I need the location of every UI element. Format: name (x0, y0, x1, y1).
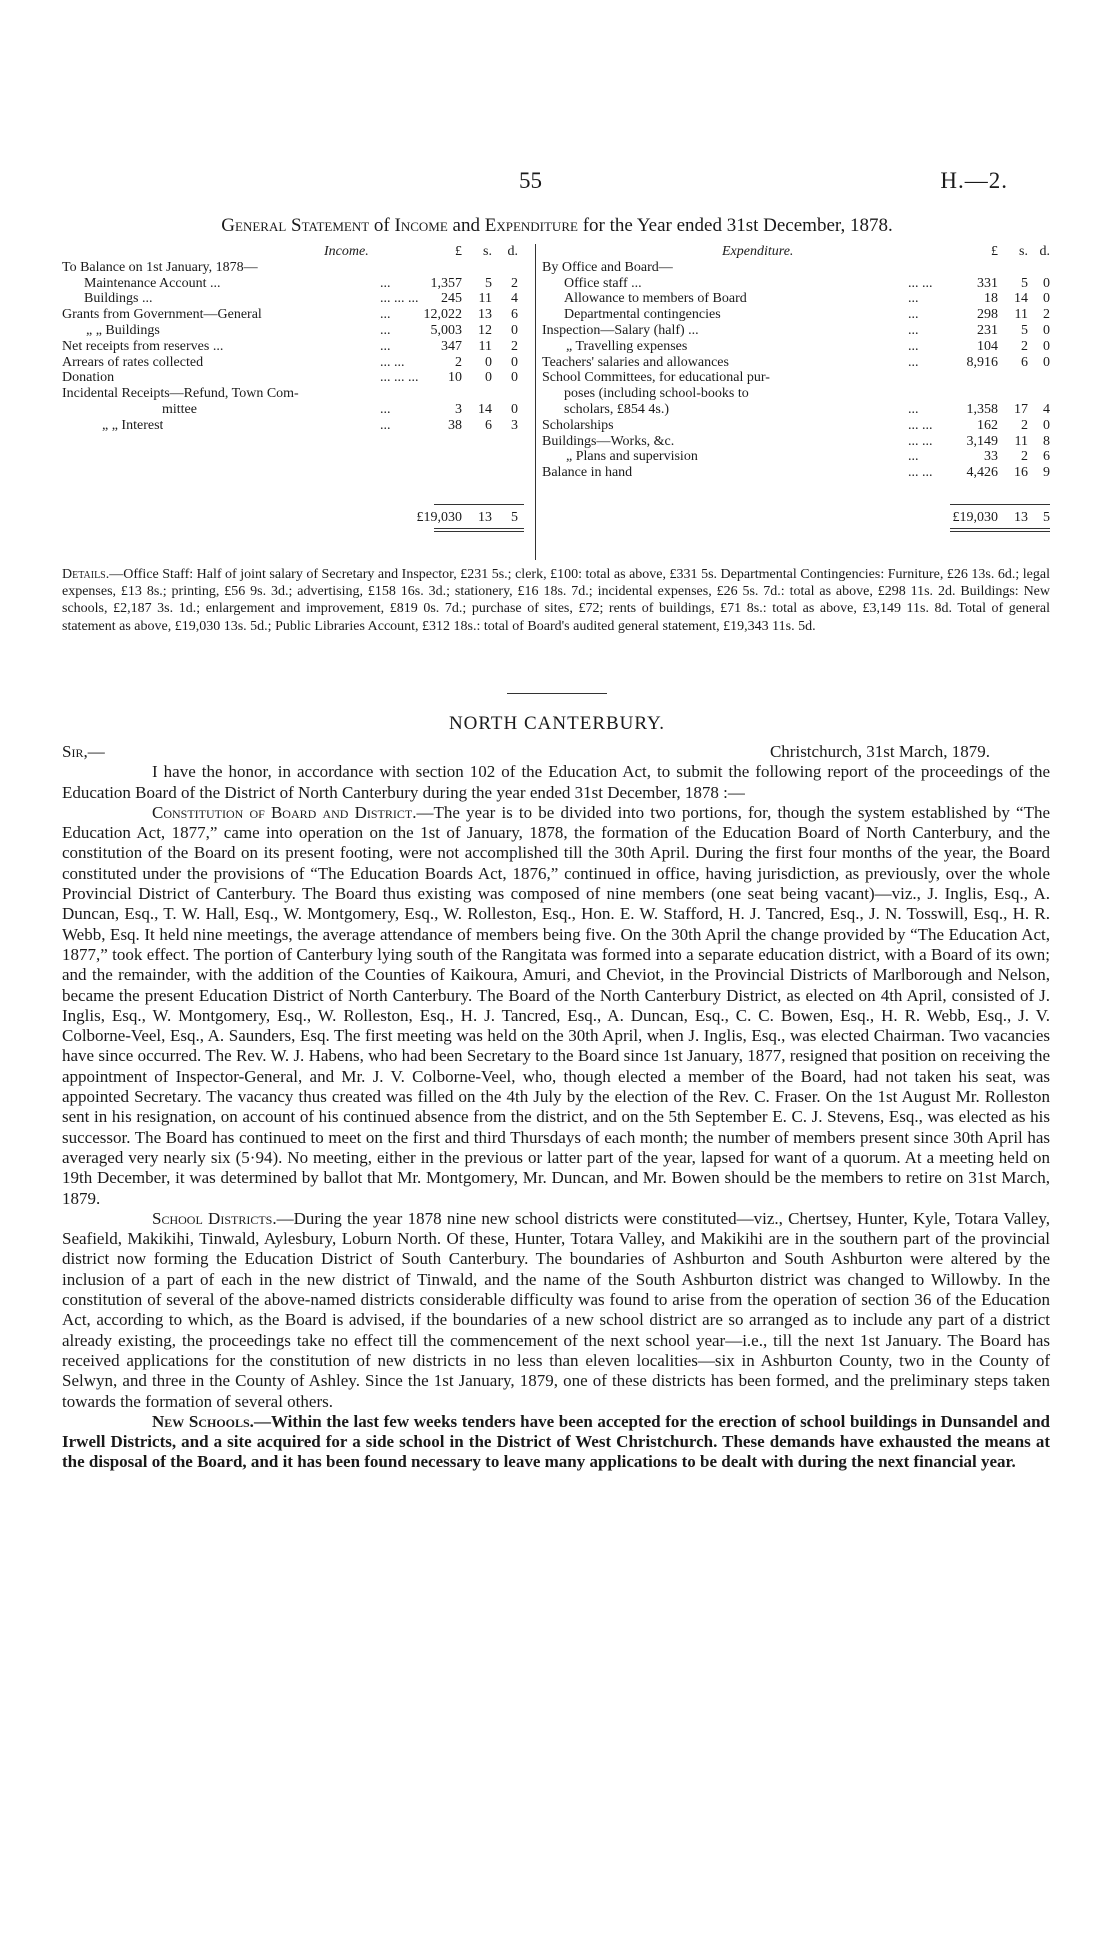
amount-pounds: 12,022 (423, 307, 462, 323)
amount-pence: 0 (511, 322, 518, 338)
total-shillings: 13 (478, 510, 492, 525)
table-row (542, 434, 1050, 450)
constitution-text: —The year is to be divided into two portions, for, though the system established by “The Education Act, 1877,” came into operation on the 1st of January, 1878, the formation of the Education Board of North Canterbury, and the constitution of the Board on its present footing, were not accomplished till the 30th April. During the first four months of the year, the Board constituted under the provisions of “The Education Boards Act, 1876,” continued in office, having jurisdiction, as previously, over the whole Provincial District of Canterbury. The Board thus existing was composed of nine members (one seat being vacant)—viz., J. Inglis, Esq., A. Duncan, Esq., T. W. Hall, Esq., W. Montgomery, Esq., W. Rolleston, Esq., Hon. E. W. Stafford, H. J. Tancred, Esq., J. N. Tosswill, Esq., H. R. Webb, Esq. It held nine meetings, the average attendance of members being five. On the 30th April the change provided by “The Education Act, 1877,” took effect. The portion of Canterbury lying south of the Rangitata was formed into a separate education district, with a Board of its own; and the remainder, with the addition of the Counties of Kaikoura, Amuri, and Cheviot, in the Provincial Districts of Marlborough and Nelson, became the present Education District of North Canterbury. The Board of the North Canterbury District, as elected on 4th April, consisted of J. Inglis, Esq., W. Montgomery, Esq., W. Rolleston, Esq., H. J. Tancred, Esq., A. Duncan, Esq., C. C. Bowen, Esq., H. R. Webb, Esq., J. V. Colborne-Veel, Esq., A. Saunders, Esq. The first meeting was held on the 30th April, when J. Inglis, Esq., was elected Chairman. Two vacancies have since occurred. The Rev. W. J. Habens, who had been Secretary to the Board since 1st January, 1877, resigned that position on receiving the appointment of Inspector-General, and Mr. J. V. Colborne-Veel, who, though elected a member of the Board, had not taken his seat, was appointed Secretary. The vacancy thus created was filled on the 4th July by the election of the Rev. C. Fraser. On the 1st August Mr. Rolleston sent in his resignation, on account of his continued absence from the district, and on the 5th September E. C. J. Stevens, Esq., was elected as his successor. The Board has continued to meet on the first and third Thursdays of each month; the number of members present since 30th April has averaged very nearly six (5·94). No meeting, either in the previous or latter part of the year, lapsed for want of a quorum. At a meeting held on 19th December, it was determined by ballot that Mr. Montgomery, Mr. Duncan, and Mr. Bowen should be the members to retire on 31st March, 1879. (62, 802, 1050, 1208)
amount-pence: 2 (511, 275, 518, 291)
amount-pounds: 5,003 (430, 322, 462, 338)
salutation-line (62, 742, 1050, 762)
section-separator (507, 693, 607, 694)
table-row (542, 355, 1050, 371)
amount-shillings: 5 (1021, 275, 1028, 291)
details-note (62, 566, 1050, 635)
leader-dots: ... (380, 275, 391, 291)
amount-shillings: 17 (1014, 401, 1028, 417)
amount-shillings: 11 (1014, 433, 1028, 449)
leader-dots: ... (908, 449, 919, 465)
leader-dots: ... (908, 307, 919, 323)
amount-pounds: 347 (441, 338, 462, 354)
table-row (542, 370, 1050, 386)
page-number: 55 (519, 168, 542, 193)
amount-shillings: 14 (1014, 291, 1028, 307)
leader-dots: ... (908, 401, 919, 417)
row-label: Departmental contingencies (564, 307, 721, 323)
amount-shillings: 14 (478, 401, 492, 417)
amount-pence: 2 (1043, 307, 1050, 323)
table-row (542, 323, 1050, 339)
income-expenditure-table (62, 244, 1050, 560)
col-pounds-header: £ (991, 244, 998, 259)
table-row (542, 260, 1050, 276)
leader-dots: ... ... (908, 465, 933, 481)
leader-dots: ... (380, 322, 391, 338)
amount-shillings: 6 (485, 417, 492, 433)
amount-pounds: 231 (977, 322, 998, 338)
report-body (62, 742, 1050, 1473)
statement-title (65, 215, 1049, 237)
districts-text: —During the year 1878 nine new school districts were constituted—viz., Chertsey, Hunter, Kyle, Totara Valley, Seafield, Makikihi, Tinwald, Aylesbury, Loburn North. Of these, Hunter, Totara Valley, and Makikihi are in the southern part of the provincial district now forming the Education District of South Canterbury. The boundaries of Ashburton and South Ashburton were altered by the inclusion of a part of each in the new district of Tinwald, and the name of the South Ashburton district was changed to Willowby. In the constitution of several of the above-named districts considerable difficulty was found to arise from the operation of section 36 of the Education Act, according to which, as the Board is advised, if the boundaries of a new school district are so arranged as to include any part of a district already existing, the proceedings take no effect till the commencement of the next school year—i.e., till the next 1st January. The Board has received applications for the constitution of new districts in no less than eleven localities—six in Ashburton County, two in the County of Selwyn, and three in the County of Ashley. Since the 1st January, 1879, one of these districts has been formed, and the preliminary steps taken towards the formation of several others. (62, 1208, 1050, 1411)
expenditure-heading: Expenditure. (722, 244, 794, 259)
amount-pence: 0 (1043, 338, 1050, 354)
amount-pounds: 331 (977, 275, 998, 291)
amount-pence: 2 (511, 338, 518, 354)
amount-pounds: 4,426 (966, 465, 998, 481)
amount-shillings: 16 (1014, 465, 1028, 481)
table-row (62, 323, 534, 339)
table-row (62, 386, 534, 402)
col-shillings-header: s. (483, 244, 492, 259)
amount-pence: 0 (1043, 417, 1050, 433)
amount-pounds: 18 (984, 291, 998, 307)
col-pence-header: d. (1039, 244, 1050, 259)
row-label: Buildings—Works, &c. (542, 433, 675, 449)
amount-shillings: 5 (485, 275, 492, 291)
report-title: NORTH CANTERBURY. (448, 713, 666, 734)
leader-dots: ... ... (908, 417, 933, 433)
amount-pounds: 10 (448, 370, 462, 386)
row-label: Incidental Receipts—Refund, Town Com- (62, 386, 299, 402)
table-row (542, 276, 1050, 292)
amount-pence: 0 (511, 354, 518, 370)
table-row (62, 276, 534, 292)
constitution-heading: Constitution of Board and District. (152, 802, 417, 822)
total-shillings: 13 (1014, 510, 1028, 525)
amount-pence: 4 (1043, 401, 1050, 417)
row-label: Maintenance Account ... (84, 275, 221, 291)
table-row (542, 339, 1050, 355)
leader-dots: ... (380, 338, 391, 354)
amount-pounds: 162 (977, 417, 998, 433)
amount-shillings: 6 (1021, 354, 1028, 370)
amount-pounds: 245 (441, 291, 462, 307)
leader-dots: ... ... ... (380, 370, 419, 386)
leader-dots: ... ... ... (380, 291, 419, 307)
amount-shillings: 11 (478, 291, 492, 307)
amount-pounds: 8,916 (966, 354, 998, 370)
amount-shillings: 2 (1021, 417, 1028, 433)
total-pence: 5 (1043, 510, 1050, 525)
amount-shillings: 2 (1021, 449, 1028, 465)
row-label: To Balance on 1st January, 1878— (62, 259, 258, 275)
amount-pounds: 1,358 (966, 401, 998, 417)
table-row (542, 386, 1050, 402)
amount-pence: 6 (1043, 449, 1050, 465)
title-part: for the Year ended 31st December, 1878. (577, 215, 893, 236)
table-row (62, 339, 534, 355)
page-code: H.—2. (940, 168, 1008, 193)
income-total-rule (434, 528, 524, 529)
income-subtotal-rule (434, 504, 524, 505)
districts-paragraph (62, 1209, 1050, 1412)
intro-paragraph: I have the honor, in accordance with section 102 of the Education Act, to submit the following report of the proceedings of the Education Board of the District of North Canterbury during the year ended 31st December, 1878 :— (62, 762, 1050, 802)
amount-pence: 0 (1043, 322, 1050, 338)
amount-pence: 0 (511, 370, 518, 386)
row-label: poses (including school-books to (564, 386, 749, 402)
row-label: Inspection—Salary (half) ... (542, 322, 699, 338)
leader-dots: ... (908, 338, 919, 354)
column-divider (535, 244, 536, 560)
amount-pounds: 3,149 (966, 433, 998, 449)
details-heading: Details. (62, 567, 110, 582)
income-heading-row (62, 244, 534, 260)
expenditure-heading-row (542, 244, 1050, 260)
amount-shillings: 11 (1014, 307, 1028, 323)
row-label: Net receipts from reserves ... (62, 338, 224, 354)
row-label: „ Plans and supervision (566, 449, 698, 465)
row-label: scholars, £854 4s.) (564, 401, 669, 417)
row-label: Buildings ... (84, 291, 153, 307)
amount-pounds: 1,357 (430, 275, 462, 291)
income-total-row (62, 510, 534, 526)
leader-dots: ... ... (908, 433, 933, 449)
schools-heading: New Schools. (152, 1411, 254, 1431)
expenditure-total-row (542, 510, 1050, 526)
row-label: Balance in hand (542, 465, 633, 481)
salutation: Sir,— (62, 742, 105, 761)
table-row (62, 370, 534, 386)
expenditure-column (542, 244, 1050, 525)
leader-dots: ... (908, 322, 919, 338)
amount-shillings: 12 (478, 322, 492, 338)
constitution-paragraph (62, 803, 1050, 1209)
row-label: „ „ Interest (102, 417, 164, 433)
col-pence-header: d. (507, 244, 518, 259)
amount-shillings: 5 (1021, 322, 1028, 338)
table-row (62, 291, 534, 307)
row-label: Grants from Government—General (62, 307, 262, 323)
amount-shillings: 0 (485, 354, 492, 370)
table-row (542, 291, 1050, 307)
table-row (542, 307, 1050, 323)
row-label: „ Travelling expenses (566, 338, 688, 354)
total-pounds: £19,030 (416, 510, 462, 525)
table-row (542, 465, 1050, 481)
amount-pounds: 3 (455, 401, 462, 417)
page-header (0, 168, 1114, 198)
total-pence: 5 (511, 510, 518, 525)
leader-dots: ... ... (380, 354, 405, 370)
row-label: School Committees, for educational pur- (542, 370, 770, 386)
table-row (542, 418, 1050, 434)
table-row (542, 449, 1050, 465)
expenditure-subtotal-rule (950, 504, 1050, 505)
income-total-rule (434, 531, 524, 532)
row-label: mittee (162, 401, 197, 417)
leader-dots: ... ... (908, 275, 933, 291)
table-row (62, 355, 534, 371)
row-label: Donation (62, 370, 115, 386)
amount-pence: 0 (1043, 354, 1050, 370)
schools-text: —Within the last few weeks tenders have been accepted for the erection of school buildings in Dunsandel and Irwell Districts, and a site acquired for a side school in the District of West Christchurch. These demands have exhausted the means at the disposal of the Board, and it has been found necessary to leave many applications to be dealt with during the next financial year. (62, 1411, 1050, 1472)
amount-pounds: 298 (977, 307, 998, 323)
total-pounds: £19,030 (952, 510, 998, 525)
row-label: Arrears of rates collected (62, 354, 204, 370)
row-label: Teachers' salaries and allowances (542, 354, 729, 370)
expenditure-total-rule (950, 528, 1050, 529)
amount-pounds: 2 (455, 354, 462, 370)
table-row (62, 307, 534, 323)
districts-heading: School Districts. (152, 1208, 277, 1228)
amount-pence: 6 (511, 307, 518, 323)
col-shillings-header: s. (1019, 244, 1028, 259)
amount-pence: 0 (1043, 275, 1050, 291)
title-part: and (447, 215, 485, 236)
leader-dots: ... (380, 307, 391, 323)
amount-pounds: 104 (977, 338, 998, 354)
place-date: Christchurch, 31st March, 1879. (769, 742, 990, 761)
leader-dots: ... (380, 417, 391, 433)
leader-dots: ... (380, 401, 391, 417)
row-label: Allowance to members of Board (564, 291, 747, 307)
table-row (62, 260, 534, 276)
row-label: By Office and Board— (542, 259, 673, 275)
row-label: Office staff ... (564, 275, 642, 291)
amount-pounds: 38 (448, 417, 462, 433)
income-heading: Income. (324, 244, 369, 259)
leader-dots: ... (908, 354, 919, 370)
amount-pence: 0 (1043, 291, 1050, 307)
details-text: —Office Staff: Half of joint salary of Secretary and Inspector, £231 5s.; clerk, £100: total as above, £331 5s. Departmental Contingencies: Furniture, £26 13s. 6d.; legal expenses, £13 8s.; printing, £56 9s. 3d.; advertising, £158 16s. 3d.; stationery, £16 18s. 7d.; incidental expenses, £26 5s. 7d.: total as above, £298 11s. 2d. Buildings: New schools, £2,187 3s. 1d.; enlargement and improvement, £819 0s. 7d.; purchase of sites, £72; rents of buildings, £71 8s.: total as above, £3,149 11s. 8d. Total of general statement as above, £19,030 13s. 5d.; Public Libraries Account, £312 18s.: total of Board's audited general statement, £19,343 11s. 5d. (62, 567, 1050, 634)
table-row (62, 402, 534, 418)
title-part: of (369, 215, 395, 236)
amount-pence: 4 (511, 291, 518, 307)
income-column (62, 244, 534, 525)
table-row (62, 418, 534, 434)
schools-paragraph (62, 1412, 1050, 1473)
amount-pence: 3 (511, 417, 518, 433)
col-pounds-header: £ (455, 244, 462, 259)
title-part: Income (394, 215, 448, 236)
amount-pence: 8 (1043, 433, 1050, 449)
amount-shillings: 13 (478, 307, 492, 323)
amount-shillings: 2 (1021, 338, 1028, 354)
amount-pounds: 33 (984, 449, 998, 465)
table-row (542, 402, 1050, 418)
title-part: Expenditure (484, 215, 578, 236)
title-part: General Statement (221, 215, 370, 236)
amount-pence: 9 (1043, 465, 1050, 481)
amount-pence: 0 (511, 401, 518, 417)
amount-shillings: 11 (478, 338, 492, 354)
expenditure-total-rule (950, 531, 1050, 532)
row-label: Scholarships (542, 417, 614, 433)
row-label: „ „ Buildings (86, 322, 160, 338)
leader-dots: ... (908, 291, 919, 307)
amount-shillings: 0 (485, 370, 492, 386)
